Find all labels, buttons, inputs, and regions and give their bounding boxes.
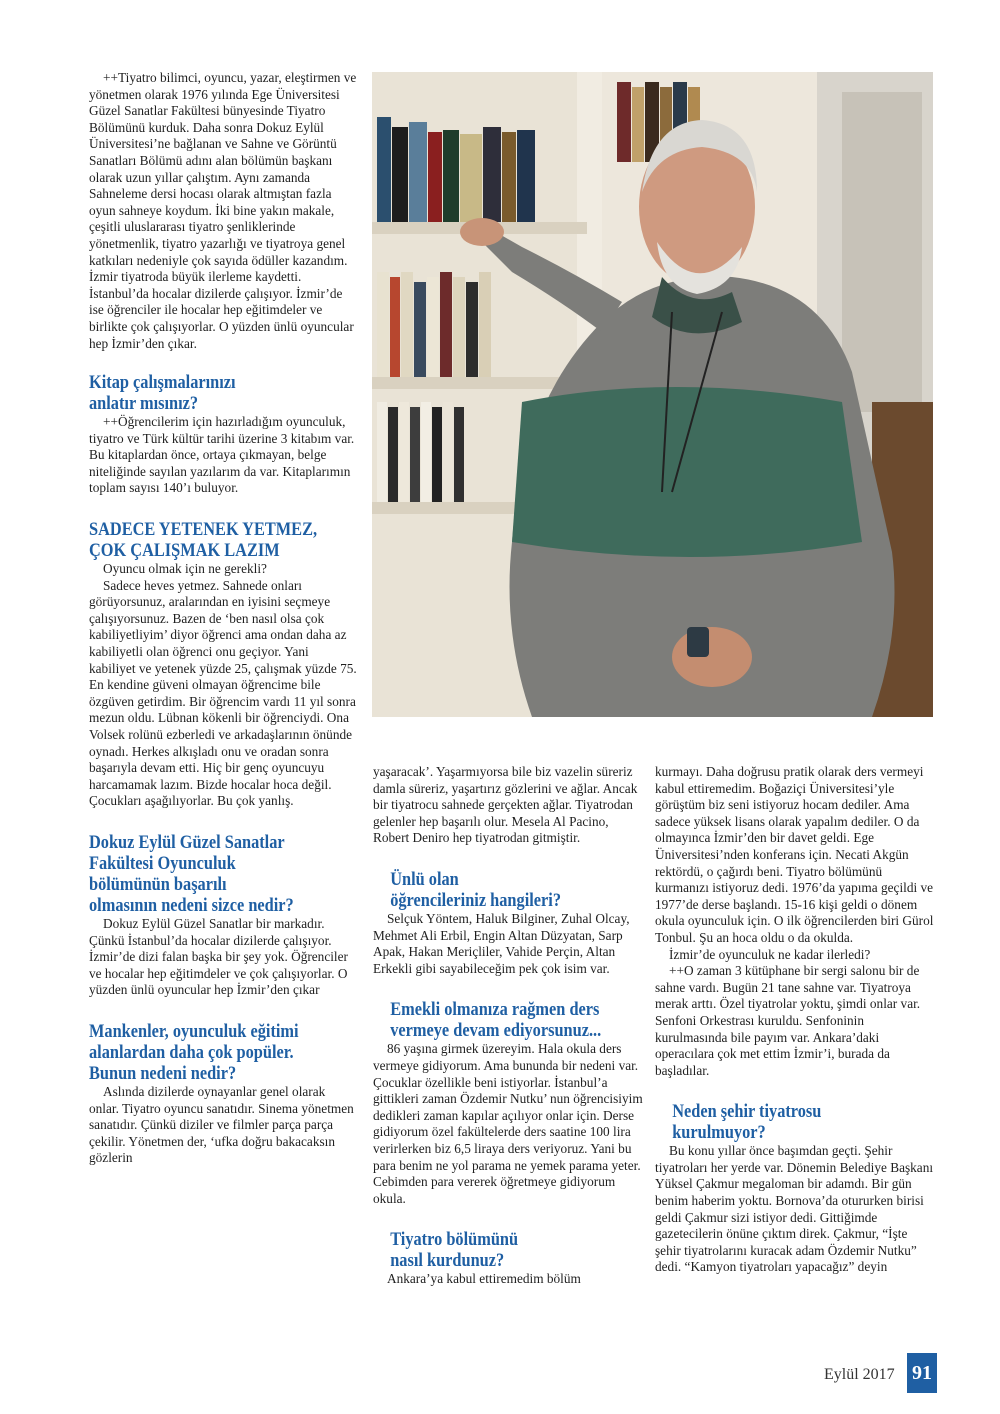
- paragraph: 86 yaşına girmek üzereyim. Hala okula ders vermeye gidiyorum. Ama bununda bir nedeni var. Çocuklar özellikle beni istiyorlar. İstanbul’a gittikleri zaman Özdemir Nutku’ nun öğrencisiyim dedikleri zaman kapılar açılıyor onlar için. Derse gidiyorum özel fakültelerde ders saatine 100 lira verirlerken biz 6,5 liraya ders veriyoruz. Yani bu para benim ne yol parama ne yemek parama yeter. Cebimden para vererek öğretmeye gidiyorum okula.: [373, 1041, 643, 1206]
- paragraph: ++Tiyatro bilimci, oyuncu, yazar, eleştirmen ve yönetmen olarak 1976 yılında Ege Üniversitesi Güzel Sanatlar Fakültesi bünyesinde Tiyatro Bölümünü kurduk. Daha sonra Dokuz Eylül Üniversitesi’ne bağlanan ve Sahne ve Görüntü Sanatları Bölümü adını alan bölümün başkanı olarak uzun yıllar çalıştım. Aynı zamanda Sahneleme dersi hocası olarak altmıştan fazla oyun sahneye koydum. İki bine yakın makale, çeşitli uluslararası tiyatro şenliklerinde yönetmenlik, tiyatro yazarlığı ve tiyatroya genel katkıları nedeniyle çok sayıda ödüller kazandım. İzmir tiyatroda büyük ilerleme kaydetti. İstanbul’da hocalar dizilerde çalışıyor. İzmir’de ise öğrenciler ile hocalar hep eğitimdeler ve birlikte çok çalışıyorlar. O yüzden ünlü oyuncular hep İzmir’den çıkar.: [89, 70, 357, 351]
- column-left: [89, 70, 357, 1167]
- paragraph: Ankara’ya kabul ettiremedim bölüm: [387, 1271, 581, 1287]
- paragraph: Selçuk Yöntem, Haluk Bilginer, Zuhal Olcay, Mehmet Ali Erbil, Engin Altan Düzyatan, Sarp Apak, Hakan Meriçliler, Vahide Perçin, Altan Erkekli gibi sayabileceğim pek çok isim var.: [373, 910, 630, 976]
- subheading: Tiyatro bölümünü nasıl kurdunuz?: [390, 1229, 519, 1272]
- subheading: Dokuz Eylül Güzel Sanatlar Fakültesi Oyunculuk bölümünün başarılı olmasının nedeni sizce nedir?: [89, 831, 294, 916]
- subheading: Ünlü olan öğrencileriniz hangileri?: [390, 868, 561, 911]
- paragraph: Sadece heves yetmez. Sahnede onları görüyorsunuz, aralarından en iyisini seçmeye çalışıyorsunuz. Bazen de ‘ben nasıl olsa çok kabiliyetliyim’ diyor öğrenci ama ondan daha az kabiliyetli olan öğrenci onu geçiyor. Yani kabiliyet ve yetenek yüzde 25, çalışmak yüzde 75. En kendine güveni olmayan öğrencime bile özgüven getirdim. Bir öğrencim vardı 11 yıl sonra mezun oldu. Lübnan kökenli bir öğrenciydi. Ona Volsek rolünü ezberledi ve arkadaşlarının önünde oynadı. Herkes alkışladı onu ve oradan sonra başarıyla devam etti. Hiç bir genç oyuncuyu harcamamak lazım. Bizde hocalar hoca değil. Çocukları aşağılıyorlar. Bu çok yanlış.: [89, 577, 357, 809]
- issue-date: Eylül 2017: [824, 1366, 895, 1383]
- subheading: Mankenler, oyunculuk eğitimi alanlardan daha çok popüler. Bunun nedeni nedir?: [89, 1020, 299, 1084]
- paragraph: İzmir’de oyunculuk ne kadar ilerledi?: [669, 946, 871, 962]
- portrait-photo: [372, 72, 933, 717]
- paragraph: yaşaracak’. Yaşarmıyorsa bile biz vazelin süreriz damla süreriz, yaşartırız gözlerini ve ağlar. Ancak bir tiyatrocu sahnede gerçekten ağlar. Tiyatrodan gelenler hep başarılı olur. Mesela Al Pacino, Robert Deniro hep tiyatrodan gitmiştir.: [373, 764, 638, 846]
- paragraph: ++O zaman 3 kütüphane bir sergi salonu bir de sahne vardı. Bugün 21 tane sahne var. Tiyatroya merak arttı. Özel tiyatrolar yoktu, şimdi onlar var. Senfoni Orkestrası kuruldu. Senfoninin kurulmasında bile payım var. Ankara’daki operacılara çok met ettim İzmir’i, burada da başladılar.: [655, 963, 921, 1078]
- paragraph: Bu konu yıllar önce başımdan geçti. Şehir tiyatroları her yerde var. Dönemin Belediye Başkanı Yüksel Çakmur megaloman bir adamdı. Bir gün benim haberim yoktu. Bornova’da otururken birisi geldi Çakmur sizi istiyor dedi. Gittiğimde gazetecilerin önüne çıktım direk. Çakmur, “İşte şehir tiyatrolarını kuracak adam Özdemir Nutku” dedi. “Kamyon tiyatroları yapacağız” deyin: [655, 1143, 934, 1275]
- paragraph: ++Öğrencilerim için hazırladığım oyunculuk, tiyatro ve Türk kültür tarihi üzerine 3 kitabım var. Bu kitaplardan önce, ortaya çıkmayan, belge niteliğinde sayılan yazılarım da var. Kitaplarımın toplam sayısı 140’ı buluyor.: [89, 414, 355, 496]
- paragraph: Aslında dizilerde oynayanlar genel olarak onlar. Tiyatro oyuncu sanatıdır. Sinema yönetmen sanatıdır. Çünkü diziler ve filmler parça parça çekilir. Yönetmen der, ‘ufka doğru bakacaksın gözlerin: [89, 1083, 354, 1166]
- subheading: Kitap çalışmalarınızı anlatır mısınız?: [89, 372, 236, 415]
- subheading: Neden şehir tiyatrosu kurulmuyor?: [672, 1101, 822, 1144]
- subheading: SADECE YETENEK YETMEZ, ÇOK ÇALIŞMAK LAZIM: [89, 519, 318, 562]
- column-middle: [373, 764, 643, 1288]
- paragraph: Dokuz Eylül Güzel Sanatlar bir markadır. Çünkü İstanbul’da hocalar dizilerde çalışıyor. İzmir’de dizi falan başka bir şey yok. Öğrenciler ve hocalar hep eğitimdeler ve çok çalışıyorlar. O yüzden ünlü oyuncular hep İzmir’den çıkar: [89, 915, 348, 998]
- paragraph: kurmayı. Daha doğrusu pratik olarak ders vermeyi kabul ettiremedim. Boğaziçi Üniversitesi’yle görüştüm biz seni istiyoruz hocam dediler. Ama sadece yüksek lisans olarak yapalım dediler. O da olmayınca İzmir’den bir davet geldi. Ege Üniversitesi’nden konferans için. Necati Akgün rektördü, o çağırdı beni. Tiyatro bölümünü kurmanızı istiyoruz dedi. 1976’da yapıma geçildi ve 1977’de derse başlandı. 15-16 kişi geldi o dönem okula oyunculuk için. O ilk öğrencilerden biri Gürol Tonbul. Şu an hoca oldu o da okulda.: [655, 764, 934, 945]
- column-right: [655, 764, 935, 1276]
- page-number: 91: [907, 1353, 937, 1393]
- subheading: Emekli olmanıza rağmen ders vermeye devam ediyorsunuz...: [390, 999, 602, 1042]
- paragraph: Oyuncu olmak için ne gerekli?: [103, 561, 267, 577]
